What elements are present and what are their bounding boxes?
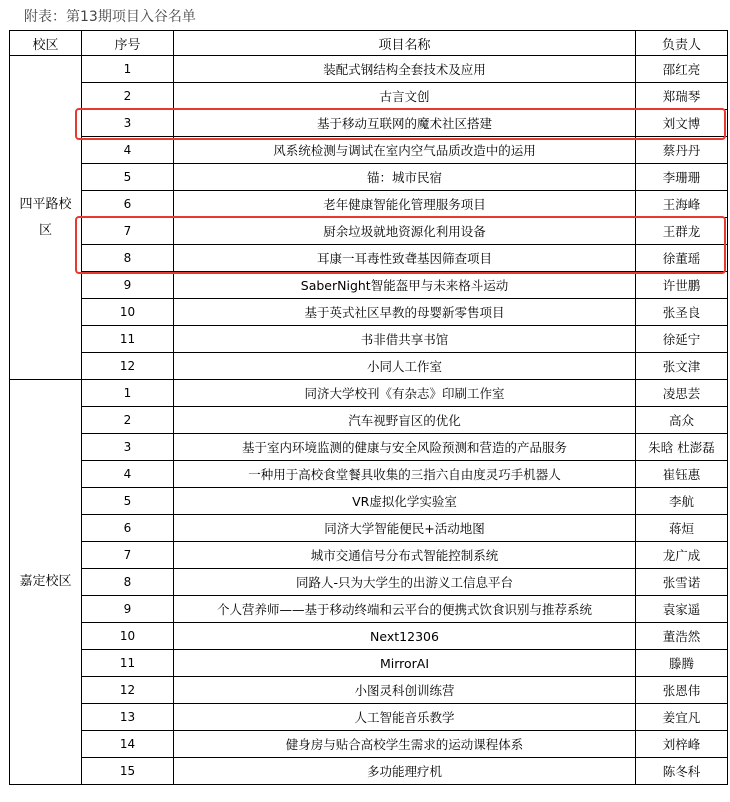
leader-cell: 张文津 — [636, 353, 728, 380]
leader-cell: 王海峰 — [636, 191, 728, 218]
row-number-cell: 5 — [82, 488, 174, 515]
table-row — [10, 407, 728, 434]
leader-cell: 高众 — [636, 407, 728, 434]
row-number-cell: 14 — [82, 731, 174, 758]
table-row — [10, 83, 728, 110]
project-name-cell: VR虚拟化学实验室 — [174, 488, 636, 515]
leader-cell: 李珊珊 — [636, 164, 728, 191]
leader-cell: 董浩然 — [636, 623, 728, 650]
table-row — [10, 758, 728, 785]
row-number-cell: 2 — [82, 83, 174, 110]
row-number-cell: 4 — [82, 137, 174, 164]
row-number-cell: 9 — [82, 596, 174, 623]
table-row — [10, 245, 728, 272]
campus-cell: 嘉定校区 — [10, 380, 82, 785]
row-number-cell: 11 — [82, 650, 174, 677]
leader-cell: 袁家遥 — [636, 596, 728, 623]
header-row — [10, 31, 728, 56]
leader-cell: 崔钰惠 — [636, 461, 728, 488]
project-name-cell: 同路人-只为大学生的出游义工信息平台 — [174, 569, 636, 596]
table-row — [10, 704, 728, 731]
leader-cell: 徐延宁 — [636, 326, 728, 353]
project-name-cell: 基于移动互联网的魔术社区搭建 — [174, 110, 636, 137]
row-number-cell: 6 — [82, 515, 174, 542]
row-number-cell: 3 — [82, 434, 174, 461]
leader-cell: 张恩伟 — [636, 677, 728, 704]
table-row — [10, 299, 728, 326]
header-project-name: 项目名称 — [174, 31, 636, 56]
project-name-cell: 书非借共享书馆 — [174, 326, 636, 353]
leader-cell: 蔡丹丹 — [636, 137, 728, 164]
table-row — [10, 191, 728, 218]
table-row — [10, 488, 728, 515]
table-row — [10, 461, 728, 488]
row-number-cell: 9 — [82, 272, 174, 299]
table-row — [10, 110, 728, 137]
leader-cell: 刘文博 — [636, 110, 728, 137]
project-name-cell: 耳康一耳毒性致聋基因筛查项目 — [174, 245, 636, 272]
project-name-cell: 基于室内环境监测的健康与安全风险预测和营造的产品服务 — [174, 434, 636, 461]
project-name-cell: 健身房与贴合高校学生需求的运动课程体系 — [174, 731, 636, 758]
project-name-cell: 汽车视野盲区的优化 — [174, 407, 636, 434]
table-row — [10, 218, 728, 245]
row-number-cell: 12 — [82, 677, 174, 704]
project-name-cell: 基于英式社区早教的母婴新零售项目 — [174, 299, 636, 326]
table-row — [10, 596, 728, 623]
header-number: 序号 — [82, 31, 174, 56]
project-name-cell: 个人营养师——基于移动终端和云平台的便携式饮食识别与推荐系统 — [174, 596, 636, 623]
row-number-cell: 4 — [82, 461, 174, 488]
table-row — [10, 677, 728, 704]
leader-cell: 许世鹏 — [636, 272, 728, 299]
campus-cell: 四平路校区 — [10, 56, 82, 380]
leader-cell: 龙广成 — [636, 542, 728, 569]
project-name-cell: 风系统检测与调试在室内空气品质改造中的运用 — [174, 137, 636, 164]
table-row — [10, 623, 728, 650]
project-name-cell: 同济大学智能便民+活动地图 — [174, 515, 636, 542]
project-name-cell: 小图灵科创训练营 — [174, 677, 636, 704]
row-number-cell: 6 — [82, 191, 174, 218]
row-number-cell: 1 — [82, 56, 174, 83]
table-row — [10, 380, 728, 407]
project-name-cell: 锚：城市民宿 — [174, 164, 636, 191]
row-number-cell: 10 — [82, 623, 174, 650]
table-row — [10, 137, 728, 164]
project-name-cell: Next12306 — [174, 623, 636, 650]
project-name-cell: 同济大学校刊《有杂志》印刷工作室 — [174, 380, 636, 407]
project-name-cell: MirrorAI — [174, 650, 636, 677]
row-number-cell: 8 — [82, 569, 174, 596]
leader-cell: 张圣良 — [636, 299, 728, 326]
row-number-cell: 5 — [82, 164, 174, 191]
table-row — [10, 353, 728, 380]
leader-cell: 朱晗 杜澎磊 — [636, 434, 728, 461]
project-name-cell: 小同人工作室 — [174, 353, 636, 380]
row-number-cell: 3 — [82, 110, 174, 137]
row-number-cell: 11 — [82, 326, 174, 353]
project-table — [9, 30, 728, 785]
leader-cell: 王群龙 — [636, 218, 728, 245]
leader-cell: 李航 — [636, 488, 728, 515]
leader-cell: 徐董瑶 — [636, 245, 728, 272]
project-name-cell: 多功能理疗机 — [174, 758, 636, 785]
project-name-cell: 老年健康智能化管理服务项目 — [174, 191, 636, 218]
table-row — [10, 542, 728, 569]
table-row — [10, 569, 728, 596]
leader-cell: 滕腾 — [636, 650, 728, 677]
table-row — [10, 650, 728, 677]
project-name-cell: 古言文创 — [174, 83, 636, 110]
project-name-cell: 装配式钢结构全套技术及应用 — [174, 56, 636, 83]
table-row — [10, 731, 728, 758]
project-name-cell: 一种用于高校食堂餐具收集的三指六自由度灵巧手机器人 — [174, 461, 636, 488]
table-row — [10, 326, 728, 353]
leader-cell: 邵红亮 — [636, 56, 728, 83]
leader-cell: 蒋烜 — [636, 515, 728, 542]
header-campus: 校区 — [10, 31, 82, 56]
row-number-cell: 2 — [82, 407, 174, 434]
table-row — [10, 56, 728, 83]
leader-cell: 刘梓峰 — [636, 731, 728, 758]
row-number-cell: 8 — [82, 245, 174, 272]
row-number-cell: 1 — [82, 380, 174, 407]
project-name-cell: 人工智能音乐教学 — [174, 704, 636, 731]
table-body — [10, 56, 728, 785]
leader-cell: 郑瑞琴 — [636, 83, 728, 110]
leader-cell: 姜宜凡 — [636, 704, 728, 731]
row-number-cell: 7 — [82, 542, 174, 569]
row-number-cell: 10 — [82, 299, 174, 326]
table-row — [10, 434, 728, 461]
header-leader: 负责人 — [636, 31, 728, 56]
project-name-cell: 厨余垃圾就地资源化利用设备 — [174, 218, 636, 245]
leader-cell: 陈冬科 — [636, 758, 728, 785]
row-number-cell: 12 — [82, 353, 174, 380]
table-row — [10, 272, 728, 299]
row-number-cell: 7 — [82, 218, 174, 245]
table-caption: 附表：第13期项目入谷名单 — [24, 9, 196, 25]
leader-cell: 凌思芸 — [636, 380, 728, 407]
row-number-cell: 15 — [82, 758, 174, 785]
leader-cell: 张雪诺 — [636, 569, 728, 596]
table-row — [10, 164, 728, 191]
project-name-cell: 城市交通信号分布式智能控制系统 — [174, 542, 636, 569]
row-number-cell: 13 — [82, 704, 174, 731]
table-row — [10, 515, 728, 542]
project-name-cell: SaberNight智能盔甲与未来格斗运动 — [174, 272, 636, 299]
